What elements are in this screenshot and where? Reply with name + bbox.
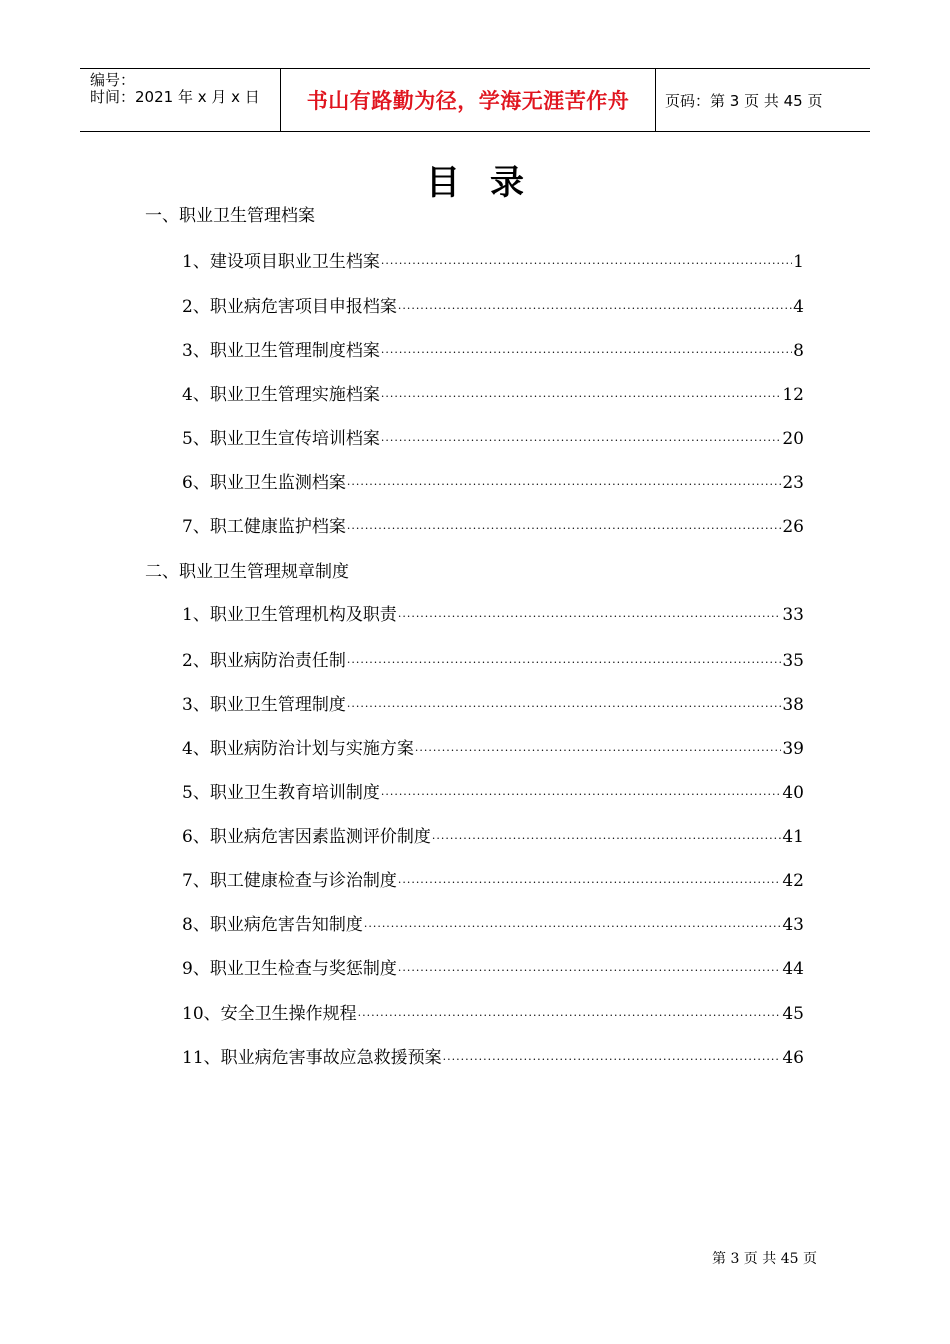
leader-dots: [347, 652, 782, 674]
toc-entry-page: 45: [782, 1004, 804, 1024]
time-label: 时间：2021 年 x 月 x 日: [90, 88, 260, 106]
toc-entry-page: 33: [782, 605, 804, 625]
toc-entry[interactable]: [182, 428, 804, 450]
toc-entry-label: 6、职业卫生监测档案: [182, 473, 346, 493]
toc-entry-page: 40: [782, 783, 804, 803]
toc-entry-label: 2、职业病危害项目申报档案: [182, 297, 397, 317]
toc-entry[interactable]: [182, 251, 804, 273]
toc-entry-page: 39: [782, 739, 804, 759]
toc-entry-label: 10、安全卫生操作规程: [182, 1004, 357, 1024]
leader-dots: [364, 916, 782, 938]
leader-dots: [398, 872, 782, 894]
leader-dots: [381, 430, 782, 452]
leader-dots: [398, 960, 782, 982]
toc-entry-label: 6、职业病危害因素监测评价制度: [182, 827, 431, 847]
header-motto: 书山有路勤为径，学海无涯苦作舟: [280, 69, 656, 131]
toc-entry-page: 4: [793, 297, 804, 317]
toc-entry[interactable]: [182, 384, 804, 406]
toc-entry[interactable]: [182, 1003, 804, 1025]
leader-dots: [381, 253, 792, 275]
leader-dots: [432, 828, 782, 850]
toc-entry-label: 2、职业病防治责任制: [182, 651, 346, 671]
toc-entry-page: 43: [782, 915, 804, 935]
toc-entry-page: 35: [782, 651, 804, 671]
page-footer: 第 3 页 共 45 页: [712, 1251, 817, 1267]
toc-entry-page: 44: [782, 959, 804, 979]
toc-entry-label: 4、职业卫生管理实施档案: [182, 385, 380, 405]
toc-entry-page: 41: [782, 827, 804, 847]
leader-dots: [358, 1005, 782, 1027]
toc-entry[interactable]: [182, 516, 804, 538]
header-page-info: 页码：第 3 页 共 45 页: [665, 91, 823, 110]
toc-entry-page: 1: [793, 252, 804, 272]
toc-entry[interactable]: [182, 472, 804, 494]
leader-dots: [347, 474, 782, 496]
leader-dots: [381, 386, 782, 408]
toc-entry[interactable]: [182, 296, 804, 318]
leader-dots: [381, 784, 782, 806]
toc-entry[interactable]: [182, 604, 804, 626]
toc-entry[interactable]: [182, 914, 804, 936]
leader-dots: [347, 696, 782, 718]
toc-entry-page: 20: [782, 429, 804, 449]
leader-dots: [398, 298, 792, 320]
number-label: 编号：: [90, 71, 136, 89]
toc-entry-label: 4、职业病防治计划与实施方案: [182, 739, 414, 759]
toc-entry-label: 7、职工健康检查与诊治制度: [182, 871, 397, 891]
toc-entry-label: 5、职业卫生宣传培训档案: [182, 429, 380, 449]
toc-entry[interactable]: [182, 340, 804, 362]
toc-entry-label: 3、职业卫生管理制度: [182, 695, 346, 715]
toc-entry-page: 23: [782, 473, 804, 493]
toc-entry[interactable]: [182, 958, 804, 980]
toc-entry[interactable]: [182, 782, 804, 804]
header-meta: [80, 69, 280, 131]
toc-entry-label: 3、职业卫生管理制度档案: [182, 341, 380, 361]
toc-entry-page: 42: [782, 871, 804, 891]
toc-entry-label: 11、职业病危害事故应急救援预案: [182, 1048, 442, 1068]
toc-entry[interactable]: [182, 870, 804, 892]
toc-entry-label: 1、建设项目职业卫生档案: [182, 252, 380, 272]
toc-entry-page: 26: [782, 517, 804, 537]
leader-dots: [381, 342, 792, 364]
section-heading: 二、职业卫生管理规章制度: [145, 562, 349, 582]
toc-entry-page: 46: [782, 1048, 804, 1068]
toc-entry-label: 9、职业卫生检查与奖惩制度: [182, 959, 397, 979]
toc-entry-label: 7、职工健康监护档案: [182, 517, 346, 537]
toc-entry[interactable]: [182, 738, 804, 760]
toc-entry-label: 1、职业卫生管理机构及职责: [182, 605, 397, 625]
toc-entry-page: 8: [793, 341, 804, 361]
page-title: 目录: [426, 163, 554, 203]
toc-entry-label: 8、职业病危害告知制度: [182, 915, 363, 935]
leader-dots: [347, 518, 782, 540]
page-header: [80, 68, 870, 132]
toc-entry[interactable]: [182, 650, 804, 672]
leader-dots: [398, 606, 782, 628]
section-heading: 一、职业卫生管理档案: [145, 206, 315, 226]
leader-dots: [415, 740, 782, 762]
toc-entry-page: 12: [782, 385, 804, 405]
leader-dots: [443, 1049, 782, 1071]
toc-entry[interactable]: [182, 826, 804, 848]
toc-entry-label: 5、职业卫生教育培训制度: [182, 783, 380, 803]
toc-entry[interactable]: [182, 694, 804, 716]
toc-entry[interactable]: [182, 1047, 804, 1069]
toc-entry-page: 38: [782, 695, 804, 715]
